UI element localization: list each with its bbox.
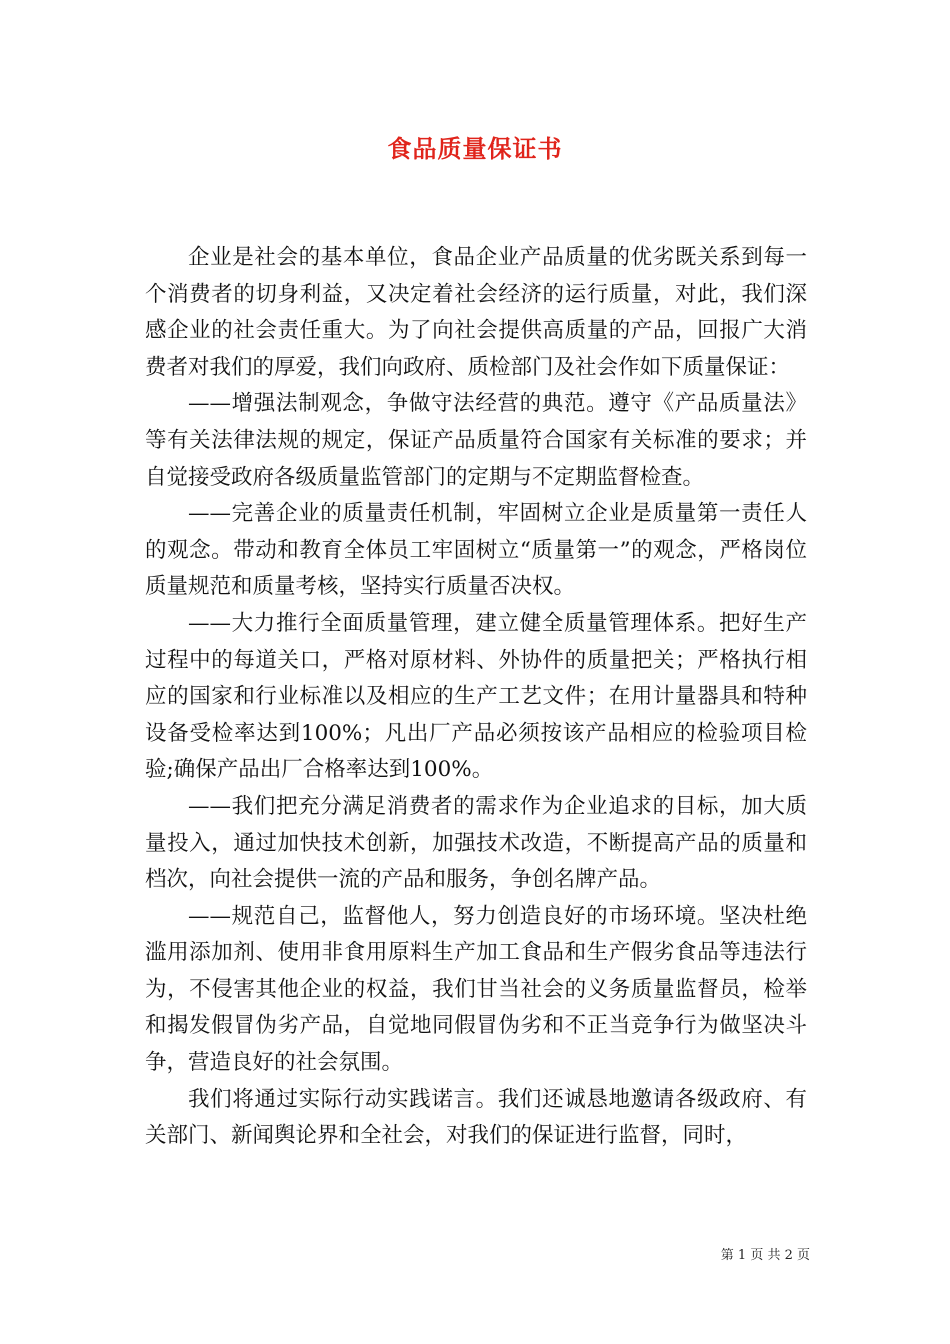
document-title: 食品质量保证书 [387, 134, 563, 163]
paragraph-item-5: ——规范自己，监督他人，努力创造良好的市场环境。坚决杜绝滥用添加剂、使用非食用原料生产加工食品和生产假劣食品等违法行为，不侵害其他企业的权益，我们甘当社会的义务质量监督员，检举和揭发假冒伪劣产品，自觉地同假冒伪劣和不正当竞争行为做坚决斗争，营造良好的社会氛围。 [145, 903, 807, 1076]
paragraph-item-4: ——我们把充分满足消费者的需求作为企业追求的目标，加大质量投入，通过加快技术创新，加强技术改造，不断提高产品的质量和档次，向社会提供一流的产品和服务，争创名牌产品。 [145, 793, 807, 893]
paragraph-item-3: ——大力推行全面质量管理，建立健全质量管理体系。把好生产过程中的每道关口，严格对原材料、外协件的质量把关；严格执行相应的国家和行业标准以及相应的生产工艺文件；在用计量器具和特种设备受检率达到100%；凡出厂产品必须按该产品相应的检验项目检验;确保产品出厂合格率达到100%。 [145, 610, 807, 783]
paragraph-item-1: ——增强法制观念，争做守法经营的典范。遵守《产品质量法》等有关法律法规的规定，保证产品质量符合国家有关标准的要求；并自觉接受政府各级质量监管部门的定期与不定期监督检查。 [145, 391, 807, 490]
paragraph-intro: 企业是社会的基本单位，食品企业产品质量的优劣既关系到每一个消费者的切身利益，又决定着社会经济的运行质量，对此，我们深感企业的社会责任重大。为了向社会提供高质量的产品，回报广大消费者对我们的厚爱，我们向政府、质检部门及社会作如下质量保证： [145, 245, 807, 380]
document-body [145, 240, 807, 1155]
paragraph-closing: 我们将通过实际行动实践诺言。我们还诚恳地邀请各级政府、有关部门、新闻舆论界和全社会，对我们的保证进行监督，同时， [145, 1086, 807, 1149]
paragraph-item-2: ——完善企业的质量责任机制，牢固树立企业是质量第一责任人的观念。带动和教育全体员工牢固树立“质量第一”的观念，严格岗位质量规范和质量考核，坚持实行质量否决权。 [145, 501, 807, 600]
page-number: 第 1 页 共 2 页 [720, 1248, 810, 1263]
